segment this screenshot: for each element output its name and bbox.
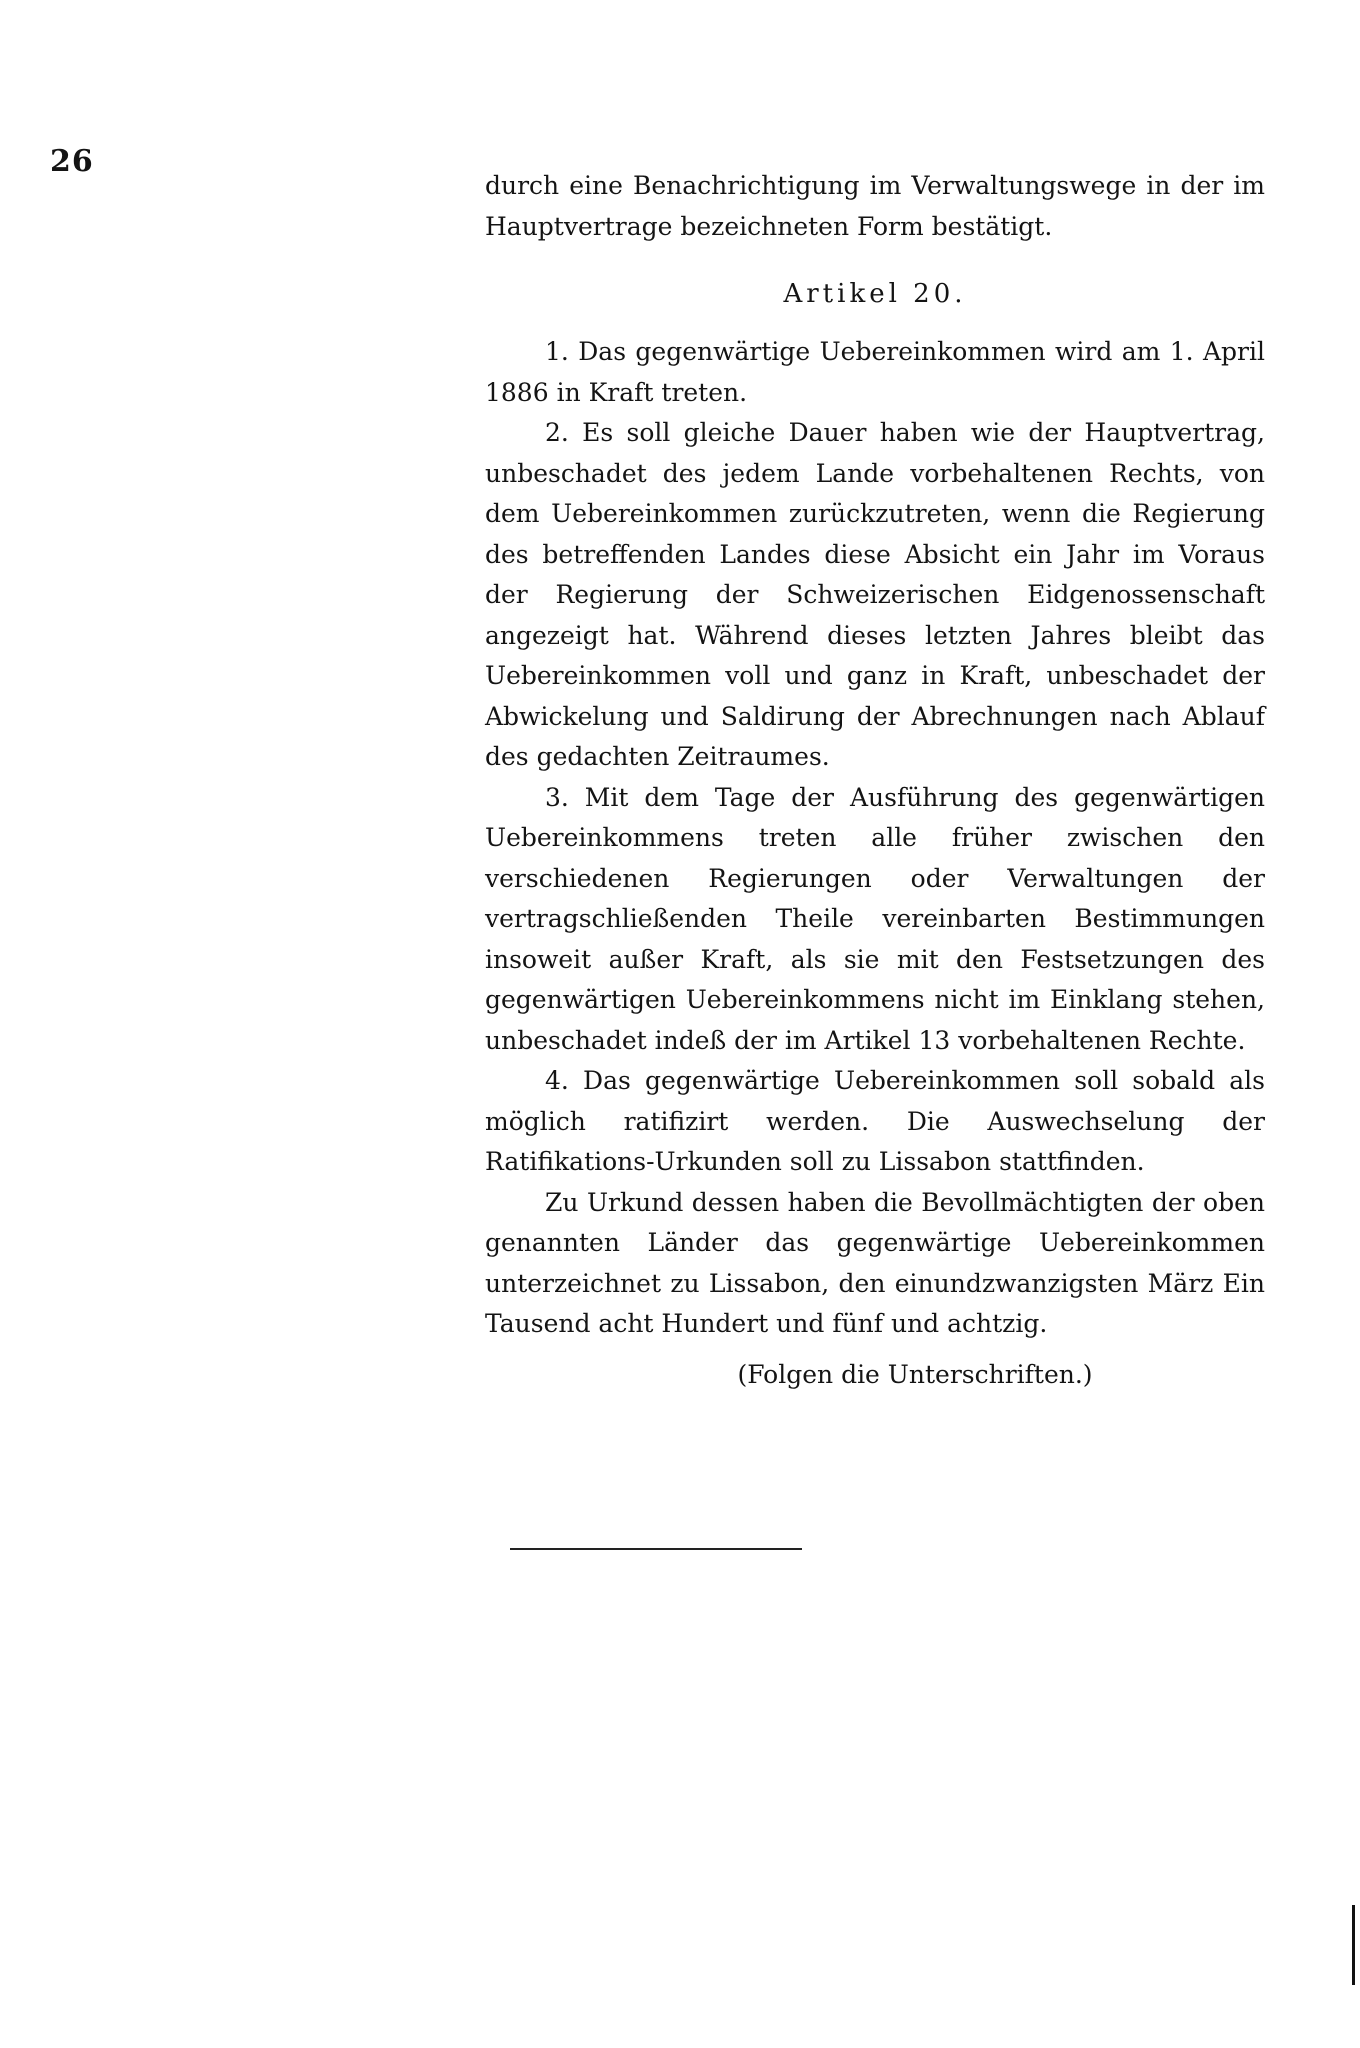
article-paragraph-1: 1. Das gegenwärtige Uebereinkommen wird am 1. April 1886 in Kraft treten. xyxy=(485,337,1265,407)
intro-text-block xyxy=(485,166,1265,247)
closing-paragraph: Zu Urkund dessen haben die Bevollmächtigten der oben genannten Länder das gegenwärtige Uebereinkommen unterzeichnet zu Lissabon, den einundzwanzigsten März Ein Tausend acht Hundert und fünf und achtzig. xyxy=(485,1187,1265,1338)
article-heading: Artikel 20. xyxy=(783,279,967,309)
article-paragraph-3: 3. Mit dem Tage der Ausführung des gegenwärtigen Uebereinkommens treten alle früher zwischen den verschiedenen Regierungen oder Verwaltungen der vertragschließenden Theile vereinbarten Bestimmungen insoweit außer Kraft, als sie mit den Festsetzungen des gegenwärtigen Uebereinkommens nicht im Einklang stehen, unbeschadet indeß der im Artikel 13 vorbehaltenen Rechte. xyxy=(485,782,1265,1055)
signatures-note: (Folgen die Unterschriften.) xyxy=(737,1360,1093,1389)
article-paragraph-2: 2. Es soll gleiche Dauer haben wie der Hauptvertrag, unbeschadet des jedem Lande vorbehaltenen Rechts, von dem Uebereinkommen zurückzutreten, wenn die Regierung des betreffenden Landes diese Absicht ein Jahr im Voraus der Regierung der Schweizerischen Eidgenossenschaft angezeigt hat. Während dieses letzten Jahres bleibt das Uebereinkommen voll und ganz in Kraft, unbeschadet der Abwickelung und Saldirung der Abrechnungen nach Ablauf des gedachten Zeitraumes. xyxy=(485,418,1265,771)
scan-edge-mark xyxy=(1352,1905,1355,1985)
article-body xyxy=(485,332,1265,1345)
intro-paragraph: durch eine Benachrichtigung im Verwaltungswege in der im Hauptvertrage bezeichneten Form bestätigt. xyxy=(485,171,1265,241)
footer-rule xyxy=(510,1548,802,1550)
page-number: 26 xyxy=(50,144,94,179)
article-paragraph-4: 4. Das gegenwärtige Uebereinkommen soll sobald als möglich ratifizirt werden. Die Auswechselung der Ratifikations-Urkunden soll zu Lissabon stattfinden. xyxy=(485,1066,1265,1176)
